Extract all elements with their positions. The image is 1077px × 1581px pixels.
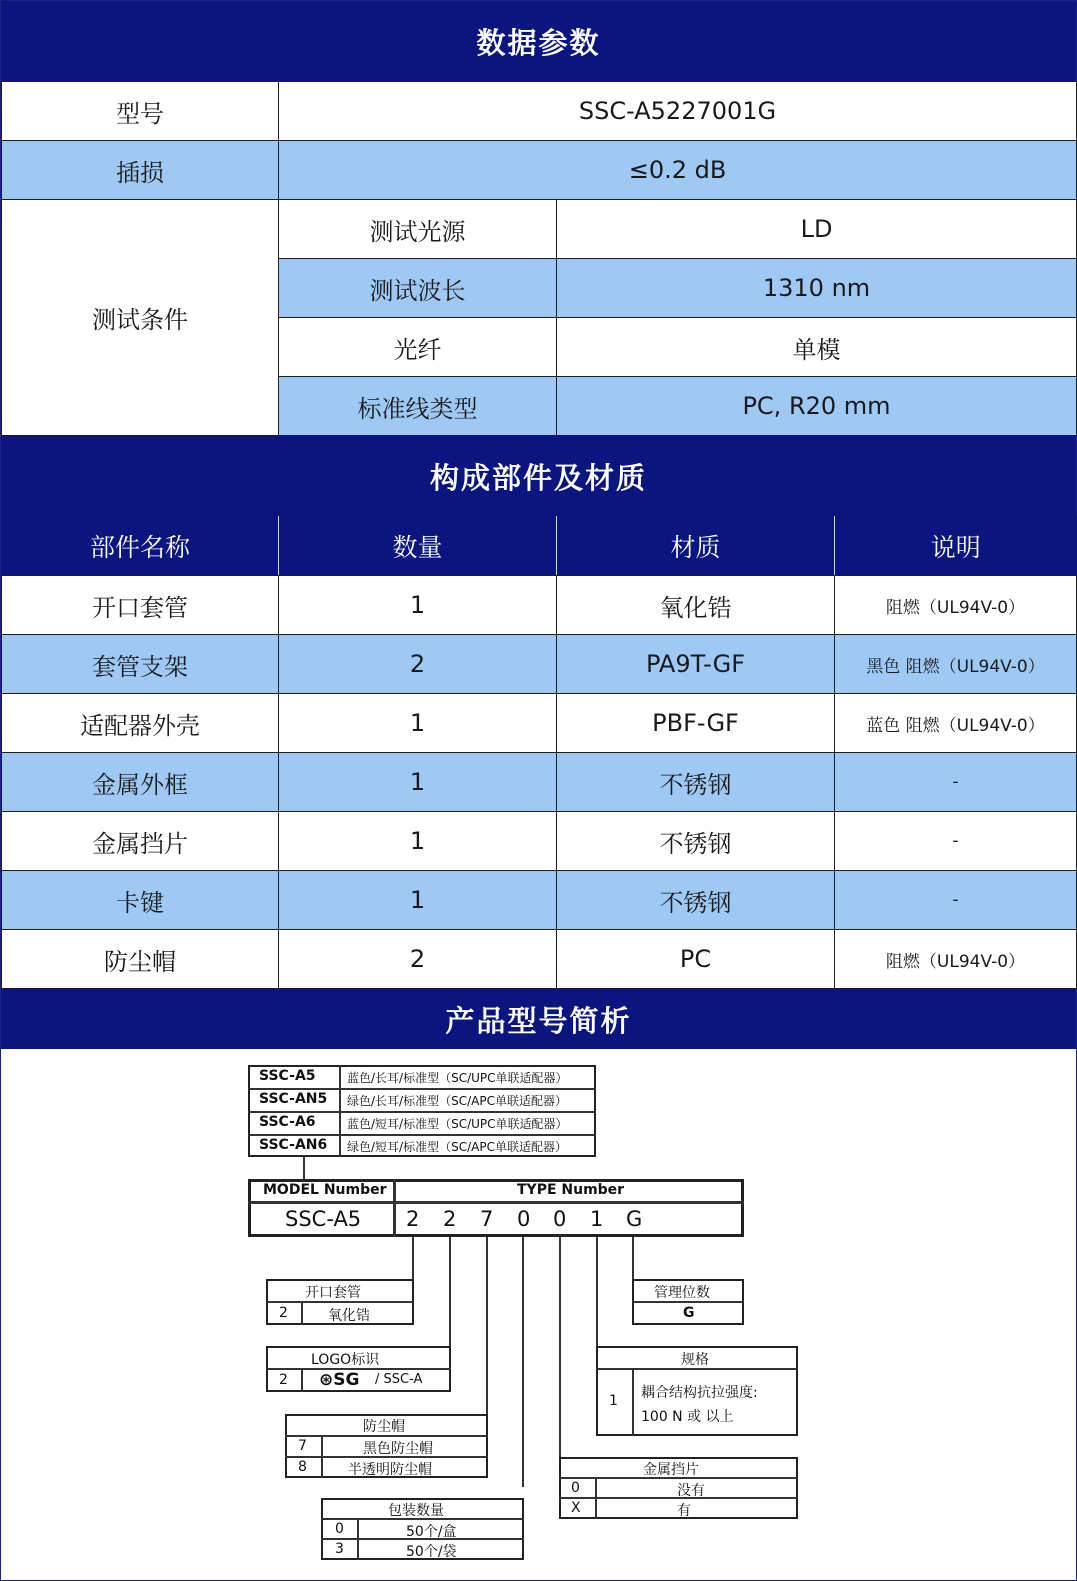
spec-line1: 耦合结构抗拉强度: (641, 1385, 758, 1401)
spec-code: 1 (609, 1393, 618, 1409)
package-code: 0 (335, 1521, 344, 1537)
model-value: SSC-A5227001G (279, 82, 1077, 141)
dustcap-code: 8 (298, 1459, 307, 1475)
type-digit: 2 (443, 1207, 457, 1231)
part-material: PBF-GF (557, 694, 835, 753)
part-note: - (835, 871, 1077, 930)
condition-label: 测试光源 (279, 200, 557, 259)
type-digit: 0 (517, 1207, 531, 1231)
condition-label: 光纤 (279, 318, 557, 377)
type-number-label: TYPE Number (517, 1182, 625, 1198)
part-note: 阻燃（UL94V-0） (835, 576, 1077, 635)
logo-text: SG (333, 1370, 360, 1390)
shutter-code: X (571, 1500, 581, 1516)
model-value: SSC-A5 (285, 1207, 362, 1231)
part-qty: 1 (279, 694, 557, 753)
model-desc: 绿色/短耳/标准型（SC/APC单联适配器） (347, 1140, 567, 1154)
part-name: 套管支架 (2, 635, 279, 694)
parts-table (1, 516, 1077, 989)
spec-title: 规格 (681, 1352, 709, 1368)
logo-value: / SSC-A (375, 1372, 423, 1387)
part-qty: 2 (279, 930, 557, 989)
section-title-model: 产品型号简析 (1, 989, 1076, 1049)
model-diagram (1, 1049, 1076, 1581)
dustcap-value: 黑色防尘帽 (363, 1441, 433, 1457)
package-value: 50个/袋 (406, 1544, 457, 1560)
model-desc: 蓝色/长耳/标准型（SC/UPC单联适配器） (347, 1071, 568, 1085)
part-material: 不锈钢 (557, 871, 835, 930)
part-note: 黑色 阻燃（UL94V-0） (835, 635, 1077, 694)
part-note: - (835, 753, 1077, 812)
table-row (2, 753, 1077, 812)
section-title-params: 数据参数 (1, 1, 1076, 81)
table-row (2, 694, 1077, 753)
part-material: PA9T-GF (557, 635, 835, 694)
table-row (2, 576, 1077, 635)
section-title-parts: 构成部件及材质 (1, 436, 1076, 516)
conditions-label: 测试条件 (2, 200, 279, 436)
part-name: 金属挡片 (2, 812, 279, 871)
params-table (1, 81, 1077, 436)
part-material: PC (557, 930, 835, 989)
table-row (2, 812, 1077, 871)
spec-line2: 100 N 或 以上 (641, 1409, 734, 1425)
dustcap-title: 防尘帽 (363, 1419, 405, 1435)
shutter-title: 金属挡片 (643, 1462, 699, 1478)
loss-value: ≤0.2 dB (279, 141, 1077, 200)
part-material: 氧化锆 (557, 576, 835, 635)
package-title: 包装数量 (388, 1503, 444, 1519)
model-code: SSC-A5 (259, 1068, 316, 1084)
type-digit: 2 (406, 1207, 420, 1231)
model-label: 型号 (2, 82, 279, 141)
dustcap-code: 7 (298, 1438, 307, 1454)
condition-value: LD (557, 200, 1077, 259)
part-qty: 1 (279, 871, 557, 930)
manage-title: 管理位数 (654, 1285, 710, 1301)
logo-title: LOGO标识 (311, 1352, 380, 1368)
type-digit: 0 (553, 1207, 567, 1231)
part-name: 卡键 (2, 871, 279, 930)
condition-label: 标准线类型 (279, 377, 557, 436)
part-material: 不锈钢 (557, 812, 835, 871)
sleeve-value: 氧化锆 (328, 1308, 370, 1324)
model-number-label: MODEL Number (263, 1182, 387, 1198)
table-row (2, 871, 1077, 930)
header-name: 部件名称 (2, 517, 279, 576)
loss-label: 插损 (2, 141, 279, 200)
manage-value: G (683, 1305, 695, 1321)
part-note: 蓝色 阻燃（UL94V-0） (835, 694, 1077, 753)
header-qty: 数量 (279, 517, 557, 576)
part-qty: 2 (279, 635, 557, 694)
shutter-value: 没有 (677, 1483, 705, 1499)
shutter-code: 0 (571, 1480, 580, 1496)
part-qty: 1 (279, 753, 557, 812)
type-digit: 1 (590, 1207, 604, 1231)
sleeve-code: 2 (279, 1305, 288, 1321)
part-note: - (835, 812, 1077, 871)
part-note: 阻燃（UL94V-0） (835, 930, 1077, 989)
table-row (2, 930, 1077, 989)
logo-icon: ⊛ (319, 1370, 334, 1390)
table-row (2, 635, 1077, 694)
logo-mark (319, 1370, 359, 1390)
package-code: 3 (335, 1541, 344, 1557)
part-name: 金属外框 (2, 753, 279, 812)
sleeve-title: 开口套管 (305, 1285, 361, 1301)
part-name: 开口套管 (2, 576, 279, 635)
part-qty: 1 (279, 576, 557, 635)
header-material: 材质 (557, 517, 835, 576)
type-digit: G (626, 1207, 643, 1231)
package-value: 50个/盒 (406, 1524, 457, 1540)
logo-code: 2 (279, 1372, 288, 1388)
part-material: 不锈钢 (557, 753, 835, 812)
part-name: 适配器外壳 (2, 694, 279, 753)
condition-value: 单模 (557, 318, 1077, 377)
part-qty: 1 (279, 812, 557, 871)
type-digit: 7 (480, 1207, 494, 1231)
model-desc: 绿色/长耳/标准型（SC/APC单联适配器） (347, 1094, 567, 1108)
header-note: 说明 (835, 517, 1077, 576)
model-code: SSC-AN6 (259, 1137, 328, 1153)
part-name: 防尘帽 (2, 930, 279, 989)
condition-value: PC, R20 mm (557, 377, 1077, 436)
shutter-value: 有 (677, 1503, 691, 1519)
model-code: SSC-A6 (259, 1114, 316, 1130)
condition-value: 1310 nm (557, 259, 1077, 318)
condition-label: 测试波长 (279, 259, 557, 318)
model-desc: 蓝色/短耳/标准型（SC/UPC单联适配器） (347, 1117, 568, 1131)
model-code: SSC-AN5 (259, 1091, 328, 1107)
dustcap-value: 半透明防尘帽 (348, 1462, 432, 1478)
